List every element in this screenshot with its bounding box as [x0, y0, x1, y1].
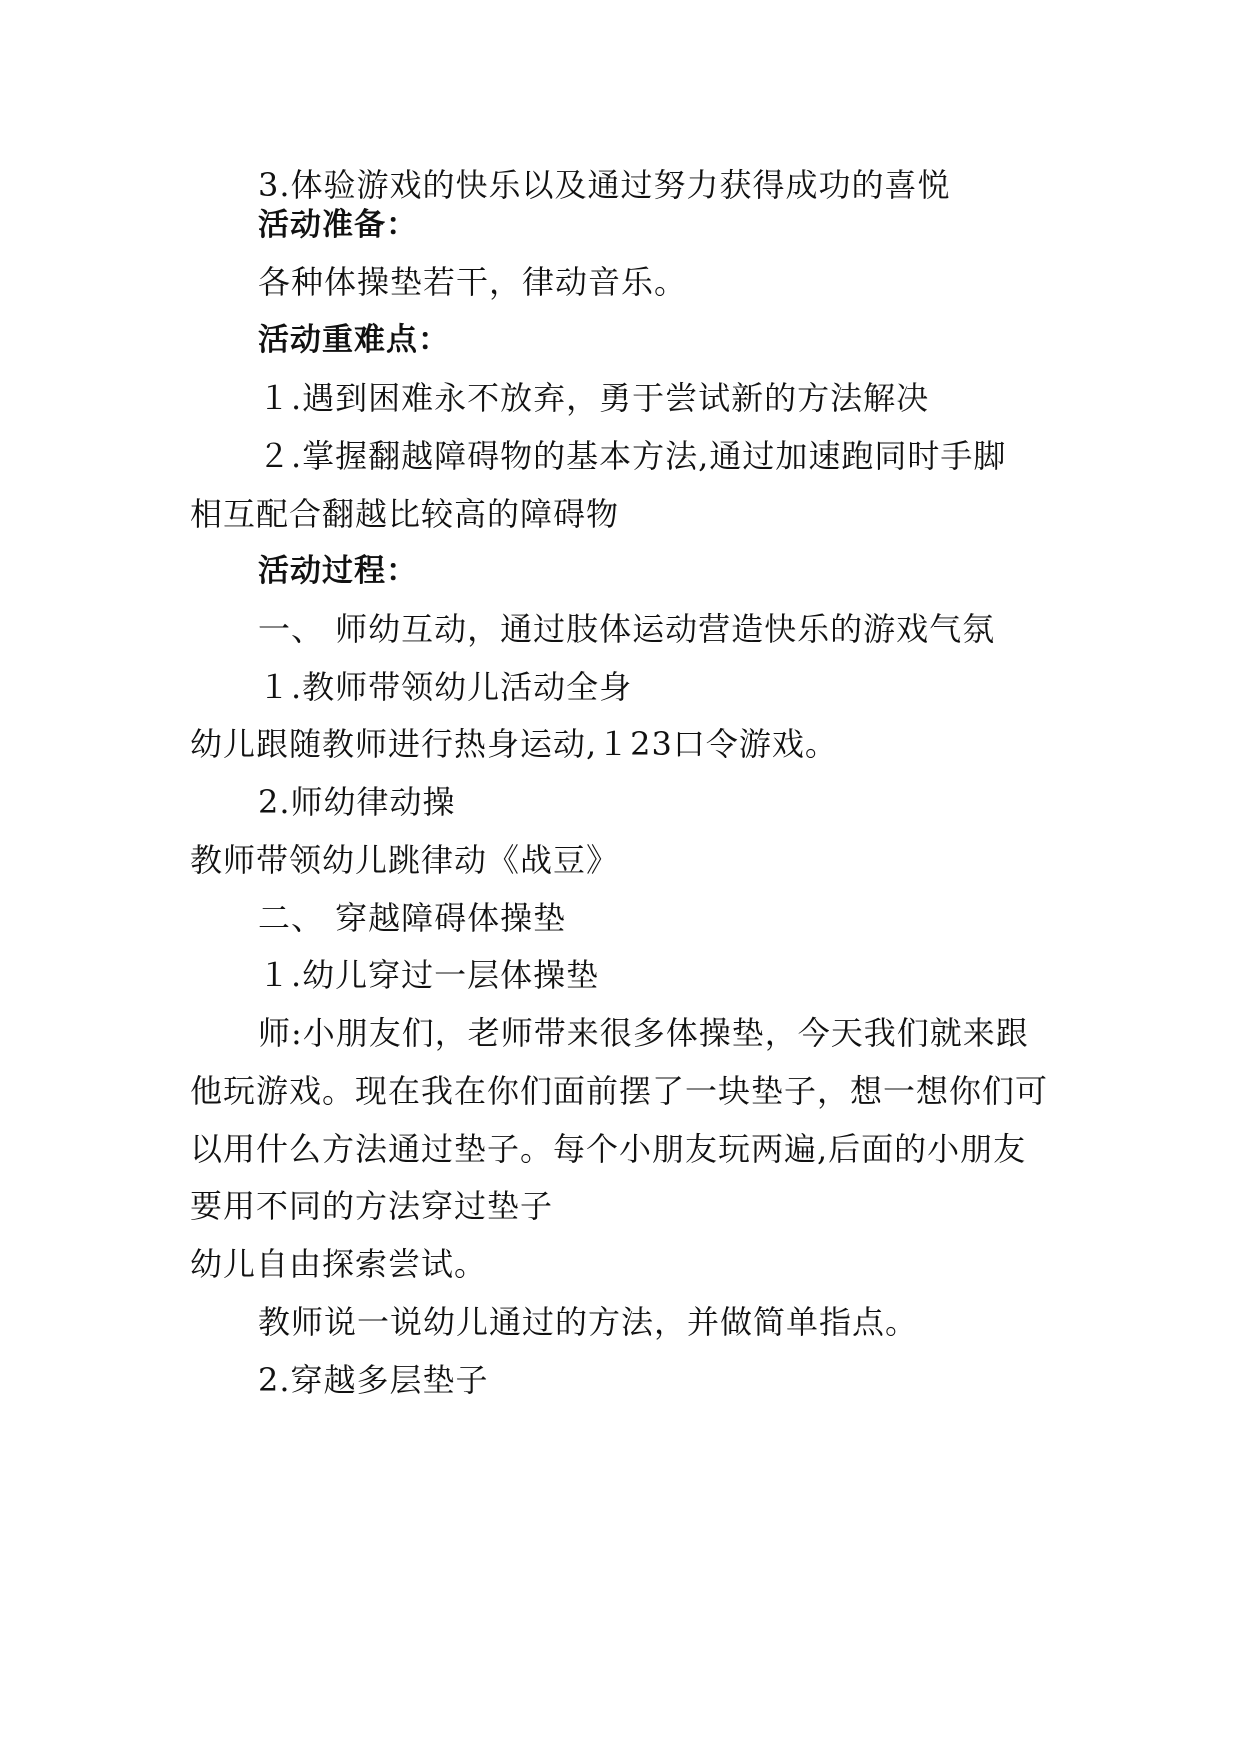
step-1-2: 2.师幼律动操	[258, 783, 456, 821]
section-2-title: 二、 穿越障碍体操垫	[258, 899, 567, 937]
heading-process: 活动过程：	[258, 553, 418, 589]
heading-preparation: 活动准备：	[258, 207, 418, 243]
children-explore: 幼儿自由探索尝试。	[190, 1245, 488, 1283]
teacher-summary: 教师说一说幼儿通过的方法，并做简单指点。	[258, 1303, 919, 1341]
goal-3: 3.体验游戏的快乐以及通过努力获得成功的喜悦	[258, 166, 951, 204]
paragraph-line-1: 师:小朋友们，老师带来很多体操垫，今天我们就来跟	[258, 1014, 1029, 1052]
heading-key-points: 活动重难点：	[258, 322, 450, 358]
step-2-1: １.幼儿穿过一层体操垫	[258, 956, 600, 994]
section-1-title: 一、 师幼互动，通过肢体运动营造快乐的游戏气氛	[258, 610, 996, 648]
paragraph-line-2: 他玩游戏。现在我在你们面前摆了一块垫子，想一想你们可	[190, 1072, 1049, 1110]
paragraph-line-3: 以用什么方法通过垫子。每个小朋友玩两遍,后面的小朋友	[190, 1130, 1027, 1168]
key-point-1: １.遇到困难永不放弃，勇于尝试新的方法解决	[258, 379, 930, 417]
key-point-2: ２.掌握翻越障碍物的基本方法,通过加速跑同时手脚	[258, 437, 1007, 475]
key-point-2-cont: 相互配合翻越比较高的障碍物	[190, 495, 620, 533]
step-1-1: １.教师带领幼儿活动全身	[258, 668, 633, 706]
step-2-2: 2.穿越多层垫子	[258, 1361, 489, 1399]
step-1-1-text: 幼儿跟随教师进行热身运动,１23口令游戏。	[190, 725, 838, 763]
paragraph-line-4: 要用不同的方法穿过垫子	[190, 1187, 554, 1225]
preparation-text: 各种体操垫若干，律动音乐。	[258, 263, 688, 301]
step-1-2-text: 教师带领幼儿跳律动《战豆》	[190, 841, 620, 879]
